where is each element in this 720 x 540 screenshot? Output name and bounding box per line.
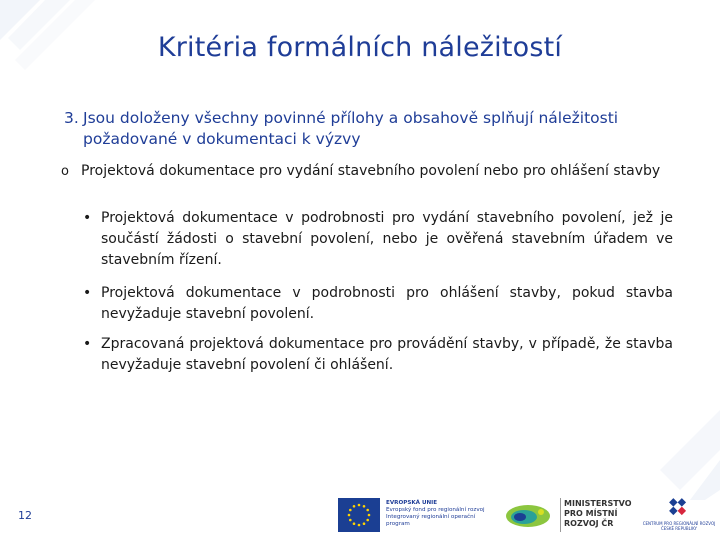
- bullet-marker: •: [83, 210, 92, 226]
- bullet-item: [83, 334, 673, 376]
- bullet-item: [83, 208, 673, 271]
- item-text: Jsou doloženy všechny povinné přílohy a obsahově splňují náležitosti požadované v dokumentaci k výzvy: [83, 109, 619, 148]
- criterion-item: [64, 108, 664, 150]
- bullet-marker: •: [83, 285, 92, 301]
- eu-logo-line3: Integrovaný regionální operační program: [386, 514, 476, 527]
- item-number: 3.: [64, 109, 79, 127]
- bullet-text: Projektová dokumentace v podrobnosti pro ohlášení stavby, pokud stavba nevyžaduje stavební povolení.: [101, 285, 673, 322]
- ministry-line2: PRO MÍSTNÍ: [564, 509, 618, 518]
- bullet-item: [83, 283, 673, 325]
- ministry-logo-text: [564, 499, 632, 529]
- crr-logo-text: [640, 521, 718, 531]
- eu-flag-icon: [338, 498, 380, 532]
- page-number: 12: [18, 509, 32, 522]
- logo-divider: [560, 498, 561, 532]
- slide-title: Kritéria formálních náležitostí: [157, 32, 563, 63]
- irop-logo-icon: [504, 502, 552, 530]
- eu-logo-text: [386, 500, 496, 528]
- sub-item-marker: o: [61, 164, 69, 179]
- bullet-marker: •: [83, 336, 92, 352]
- ministry-line3: ROZVOJ ČR: [564, 519, 614, 528]
- bullet-text: Projektová dokumentace v podrobnosti pro vydání stavebního povolení, jež je součástí žádosti o stavební povolení, nebo je ověřená stavebním úřadem ve stavebním řízení.: [101, 210, 673, 268]
- crr-line2: ČESKÉ REPUBLIKY: [660, 526, 697, 531]
- crr-line1: CENTRUM PRO REGIONÁLNÍ ROZVOJ: [642, 521, 716, 526]
- bullet-text: Zpracovaná projektová dokumentace pro provádění stavby, v případě, že stavba nevyžaduje stavební povolení či ohlášení.: [101, 336, 673, 373]
- corner-decoration-right: [650, 390, 720, 500]
- sub-item: [61, 161, 673, 182]
- eu-logo-line1: EVROPSKÁ UNIE: [386, 500, 438, 506]
- crr-logo-icon: [640, 496, 718, 540]
- ministry-line1: MINISTERSTVO: [564, 499, 632, 508]
- sub-item-text: Projektová dokumentace pro vydání stavebního povolení nebo pro ohlášení stavby: [81, 163, 661, 179]
- eu-logo-line2: Evropský fond pro regionální rozvoj: [386, 507, 485, 513]
